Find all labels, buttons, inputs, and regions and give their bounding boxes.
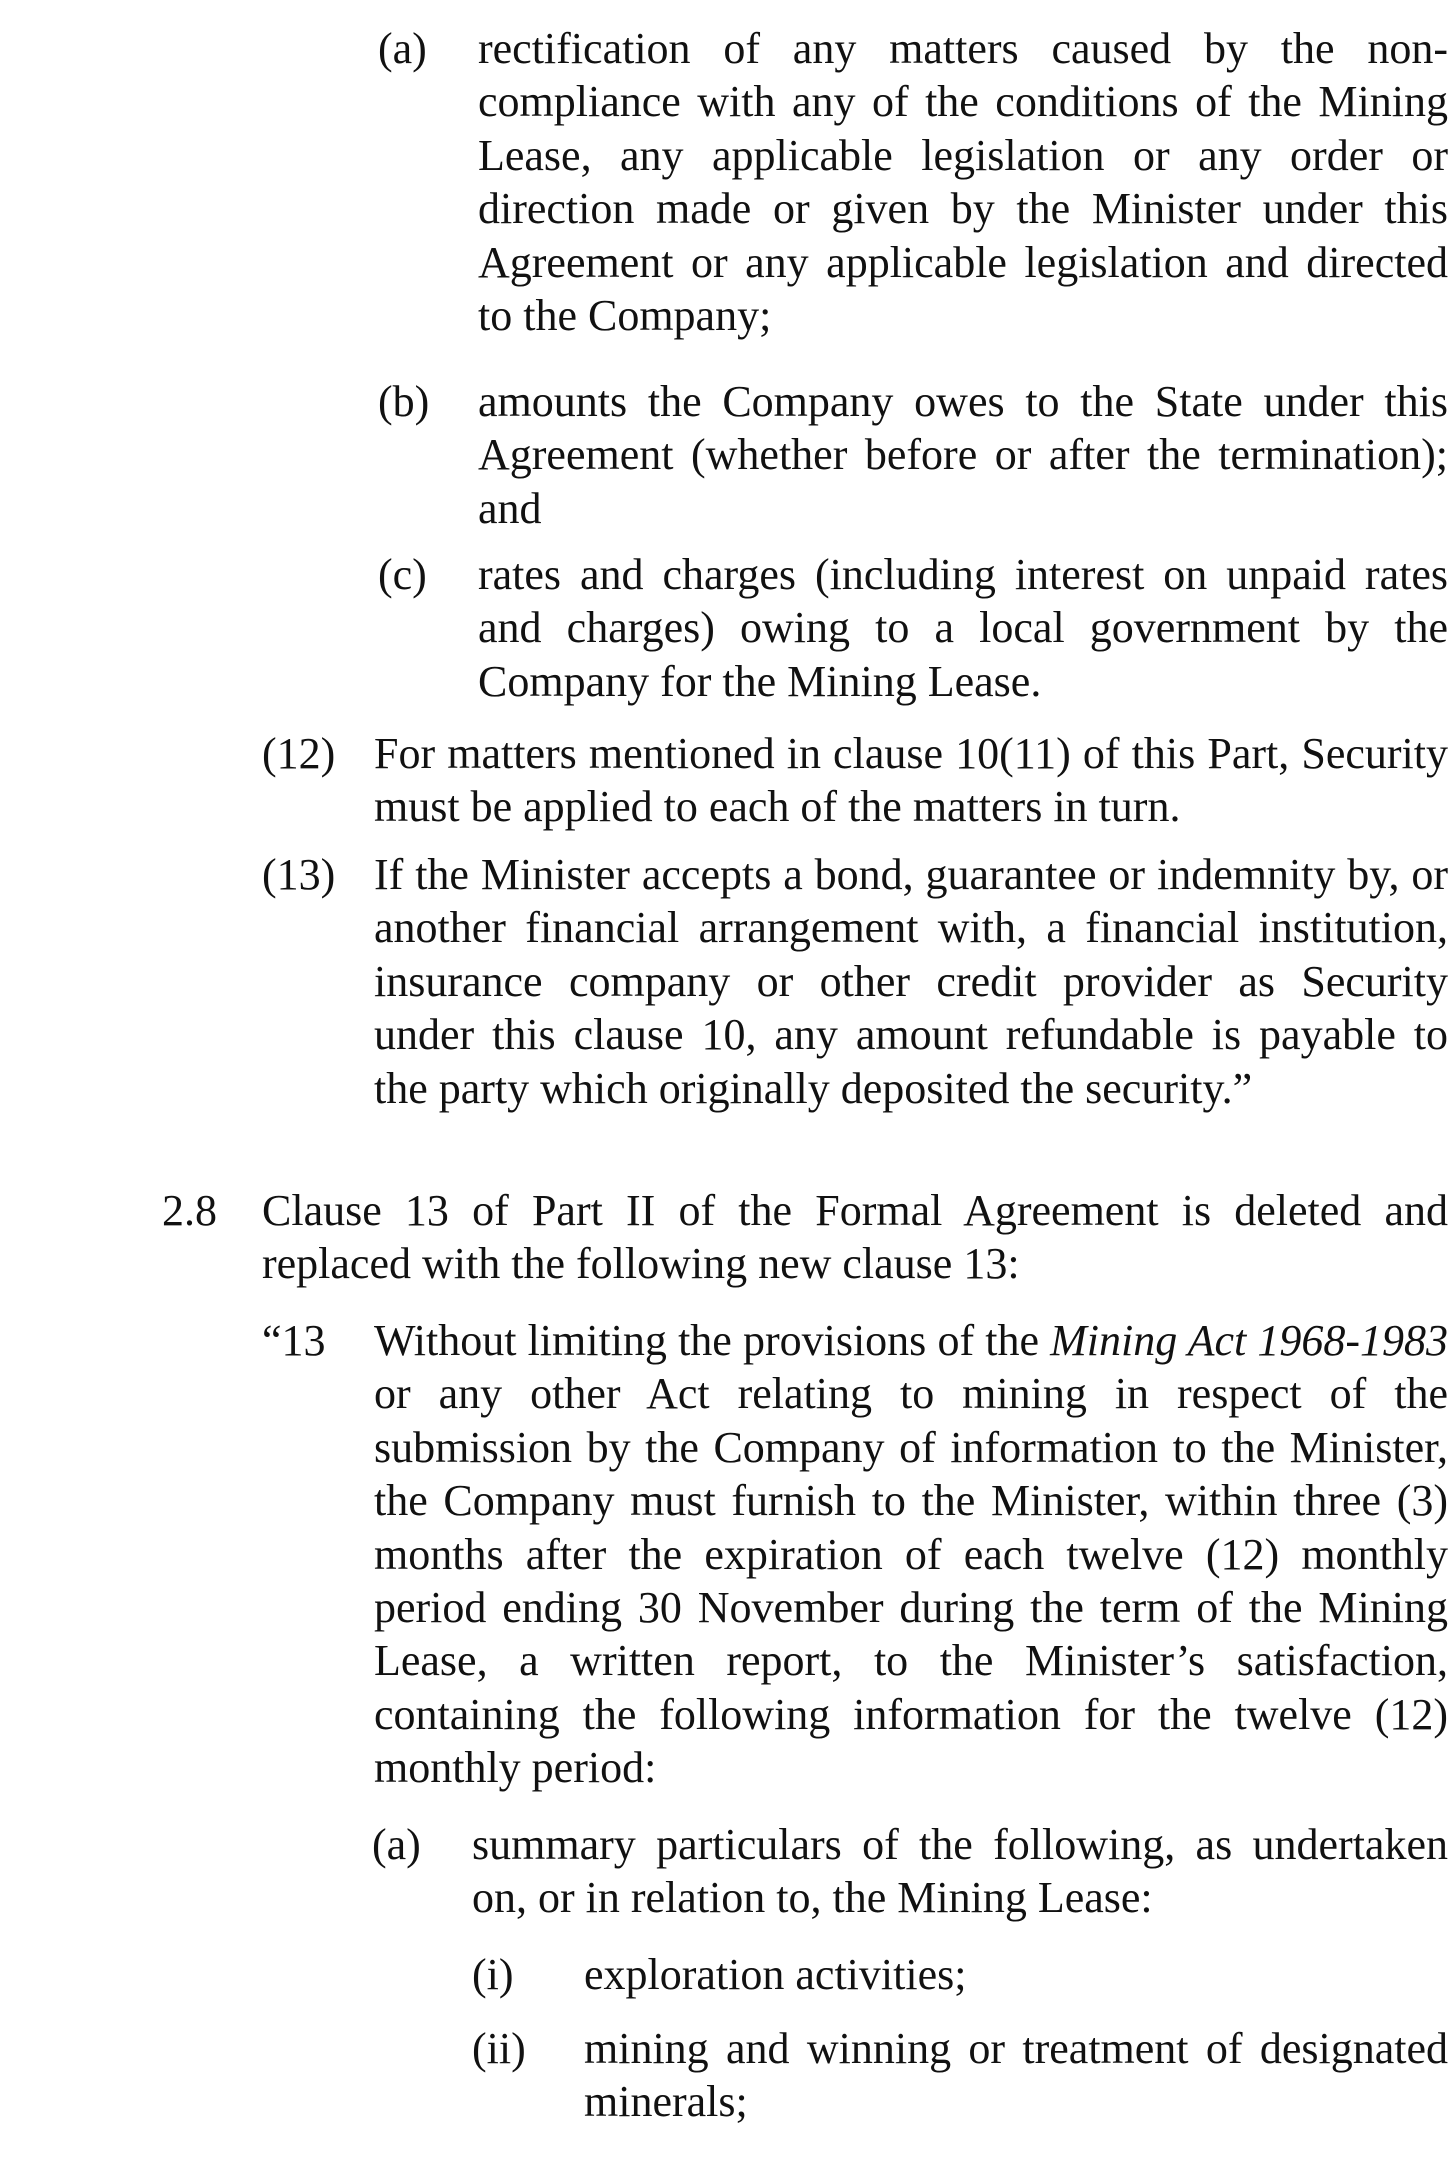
item-text: For matters mentioned in clause 10(11) of this Part, Security must be applied to each of the matters in turn. xyxy=(374,729,1448,832)
item-text: exploration activities; xyxy=(584,1950,967,1999)
item-text xyxy=(374,1314,1448,1795)
item-label: “13 xyxy=(262,1316,326,1365)
item-text: amounts the Company owes to the State under this Agreement (whether before or after the termination); and xyxy=(478,377,1448,533)
item-label: 2.8 xyxy=(162,1186,217,1235)
item-label: (12) xyxy=(262,729,336,778)
item-label: (i) xyxy=(472,1950,514,1999)
item-text: rectification of any matters caused by the non-compliance with any of the conditions of the Mining Lease, any applicable legislation or any order or direction made or given by the Minister under this Agreement or any applicable legislation and directed to the Company; xyxy=(478,24,1448,341)
text-before-italic: Without limiting the provisions of the xyxy=(374,1316,1051,1365)
item-label: (a) xyxy=(372,1820,421,1869)
item-text: rates and charges (including interest on unpaid rates and charges) owing to a local government by the Company for the Mining Lease. xyxy=(478,550,1448,706)
item-text: If the Minister accepts a bond, guarantee or indemnity by, or another financial arrangement with, a financial institution, insurance company or other credit provider as Security under this clause 10, any amount refundable is payable to the party which originally deposited the security.” xyxy=(374,850,1448,1113)
item-label: (c) xyxy=(378,550,427,599)
item-label: (ii) xyxy=(472,2024,526,2073)
item-label: (b) xyxy=(378,377,430,426)
item-label: (a) xyxy=(378,24,427,73)
text-after-italic: or any other Act relating to mining in respect of the submission by the Company of information to the Minister, the Company must furnish to the Minister, within three (3) months after the expiration of each twelve (12) monthly period ending 30 November during the term of the Mining Lease, a written report, to the Minister’s satisfaction, containing the following information for the twelve (12) monthly period: xyxy=(374,1369,1448,1793)
item-text: mining and winning or treatment of designated minerals; xyxy=(584,2024,1448,2127)
item-text: Clause 13 of Part II of the Formal Agreement is deleted and replaced with the following new clause 13: xyxy=(262,1186,1448,1289)
item-label: (13) xyxy=(262,850,336,899)
item-text: summary particulars of the following, as undertaken on, or in relation to, the Mining Lease: xyxy=(472,1820,1448,1923)
act-title-italic: Mining Act 1968-1983 xyxy=(1050,1316,1449,1365)
